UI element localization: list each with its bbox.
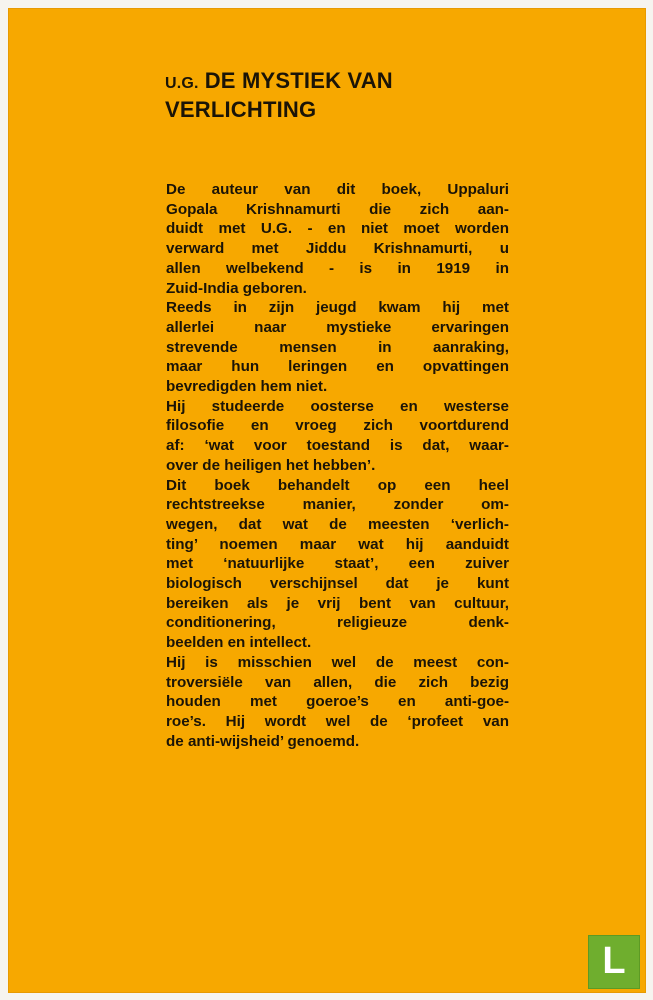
book-header xyxy=(165,68,525,123)
blurb-line: ting’ noemen maar wat hij aanduidt xyxy=(166,535,509,553)
blurb-line: af: ‘wat voor toestand is dat, waar- xyxy=(166,437,509,455)
blurb-line: Reeds in zijn jeugd kwam hij met xyxy=(166,299,509,317)
blurb-line: Hij is misschien wel de meest con- xyxy=(166,653,509,671)
blurb-line: allerlei naar mystieke ervaringen xyxy=(166,318,509,336)
blurb-paragraph xyxy=(166,397,509,476)
blurb-line: roe’s. Hij wordt wel de ‘profeet van xyxy=(166,712,509,730)
blurb-line: Zuid-India geboren. xyxy=(166,279,307,297)
blurb-line: allen welbekend - is in 1919 in xyxy=(166,259,509,277)
blurb-line: verward met Jiddu Krishnamurti, u xyxy=(166,240,509,258)
blurb-line: maar hun leringen en opvattingen xyxy=(166,358,509,376)
blurb-line: wegen, dat wat de meesten ‘verlich- xyxy=(166,515,509,533)
blurb-line: duidt met U.G. - en niet moet worden xyxy=(166,220,509,238)
blurb-line: biologisch verschijnsel dat je kunt xyxy=(166,575,509,593)
blurb-text xyxy=(166,180,509,751)
blurb-line: houden met goeroe’s en anti-goe- xyxy=(166,693,509,711)
blurb-line: Hij studeerde oosterse en westerse xyxy=(166,397,509,415)
blurb-paragraph xyxy=(166,180,509,298)
blurb-line: conditionering, religieuze denk- xyxy=(166,614,509,632)
blurb-line: de anti-wijsheid’ genoemd. xyxy=(166,732,360,750)
blurb-line: rechtstreekse manier, zonder om- xyxy=(166,496,509,514)
blurb-line: bereiken als je vrij bent van cultuur, xyxy=(166,594,509,612)
publisher-logo xyxy=(588,935,640,989)
blurb-line: beelden en intellect. xyxy=(166,634,312,652)
logo-letter: L xyxy=(602,940,626,982)
title-text-1: DE MYSTIEK VAN xyxy=(204,68,393,93)
blurb-line: Gopala Krishnamurti die zich aan- xyxy=(166,200,509,218)
blurb-line: met ‘natuurlijke staat’, een zuiver xyxy=(166,555,509,573)
blurb-paragraph xyxy=(166,298,509,397)
blurb-line: De auteur van dit boek, Uppaluri xyxy=(166,181,509,198)
blurb-line: over de heiligen het hebben’. xyxy=(166,456,376,474)
blurb-line: filosofie en vroeg zich voortdurend xyxy=(166,417,509,435)
blurb-line: bevredigden hem niet. xyxy=(166,378,328,396)
blurb-line: Dit boek behandelt op een heel xyxy=(166,476,509,494)
blurb-line: strevende mensen in aanraking, xyxy=(166,338,509,356)
author-name: U.G. xyxy=(165,75,199,92)
blurb-line: troversiële van allen, die zich bezig xyxy=(166,673,509,691)
title-line-1 xyxy=(165,68,525,97)
blurb-paragraph xyxy=(166,653,509,752)
title-line-2: VERLICHTING xyxy=(165,97,317,122)
blurb-paragraph xyxy=(166,476,509,653)
